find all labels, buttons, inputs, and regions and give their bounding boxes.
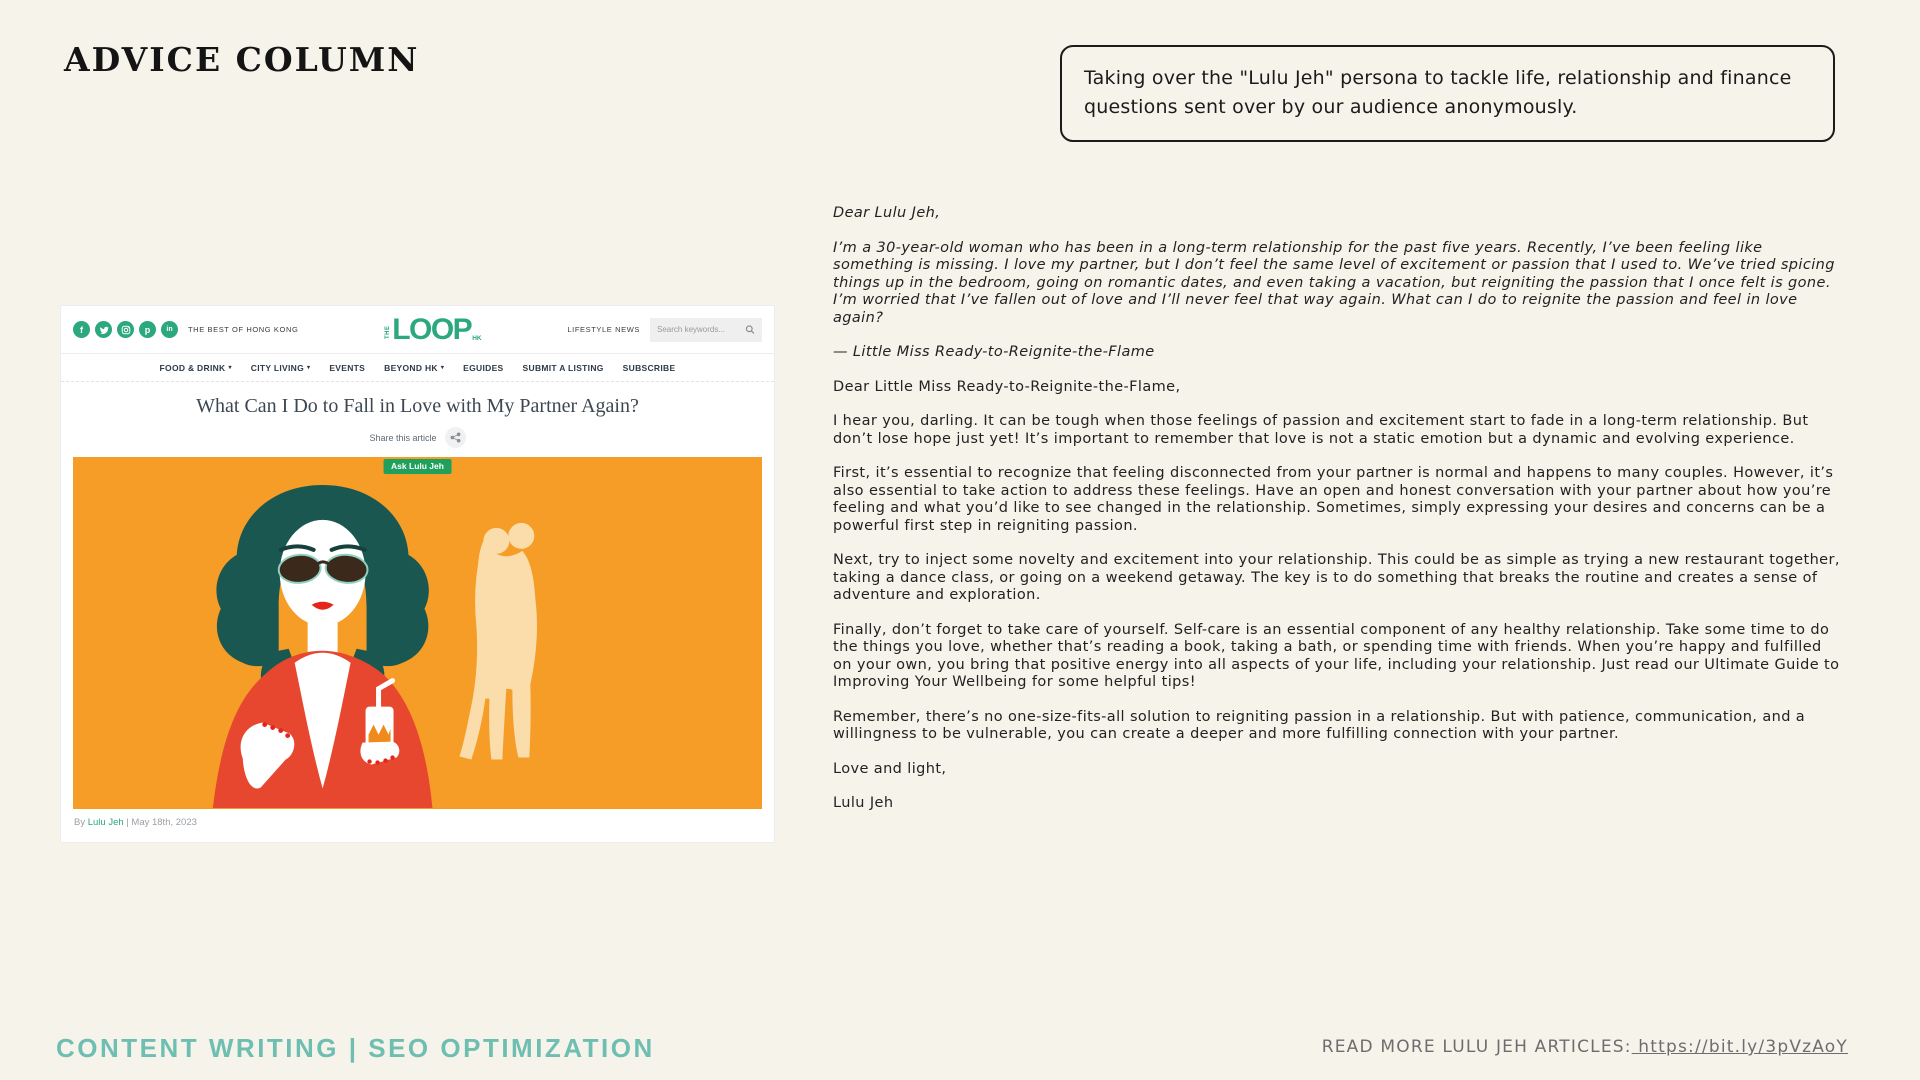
pinterest-icon[interactable]: p: [139, 321, 156, 338]
ask-lulu-jeh-badge[interactable]: Ask Lulu Jeh: [383, 459, 452, 474]
instagram-icon[interactable]: [117, 321, 134, 338]
description-callout: [1060, 45, 1835, 142]
reply-paragraph: I hear you, darling. It can be tough when those feelings of passion and excitement start to fade in a long-term relationship. But don’t lose hope just yet! It’s important to remember that love is not a static emotion but a dynamic and evolving experience.: [833, 413, 1809, 447]
page-title: ADVICE COLUMN: [64, 40, 420, 79]
facebook-icon[interactable]: f: [73, 321, 90, 338]
chevron-down-icon: ▾: [307, 364, 311, 371]
search-input[interactable]: [657, 325, 739, 334]
reply-paragraph: Remember, there’s no one-size-fits-all solution to reigniting passion in a relationship. But with patience, communication, and a willingness to be vulnerable, you can create a deeper and more fulfilling connection with your partner.: [833, 708, 1806, 742]
byline-date: | May 18th, 2023: [123, 817, 197, 828]
nav-submit-a-listing[interactable]: SUBMIT A LISTING: [522, 362, 604, 373]
chevron-down-icon: ▾: [440, 364, 445, 371]
section-label: LIFESTYLE NEWS: [567, 325, 640, 334]
site-nav: [61, 354, 774, 382]
nav-eguides[interactable]: EGUIDES: [463, 362, 504, 373]
search-icon[interactable]: [745, 324, 755, 335]
letter-salutation: Dear Lulu Jeh,: [833, 205, 941, 221]
theloophk-logo[interactable]: [384, 312, 482, 346]
share-row: [61, 427, 774, 448]
nav-beyond-hk[interactable]: BEYOND HK ▾: [384, 362, 445, 373]
read-more-label: READ MORE LULU JEH ARTICLES:: [1321, 1037, 1632, 1057]
share-icon: [450, 432, 461, 443]
logo-the: THE: [385, 325, 392, 339]
reply-paragraph: Dear Little Miss Ready-to-Reignite-the-Flame,: [833, 378, 1181, 395]
illustration-woman-and-couple: [73, 457, 762, 808]
nav-city-living[interactable]: CITY LIVING ▾: [250, 362, 311, 373]
reply-signature: Lulu Jeh: [833, 795, 894, 811]
site-header: [61, 306, 774, 354]
search-box[interactable]: [650, 318, 762, 342]
site-tagline: THE BEST OF HONG KONG: [188, 325, 299, 334]
reply-paragraph: Finally, don’t forget to take care of yourself. Self-care is an essential component of any healthy relationship. Take some time to do the things you love, whether that’s reading a book, taking a bath, or spending time with friends. When you’re happy and fulfilled on your own, you bring that positive energy into all aspects of your life, including your relationship. Just read our Ultimate Guide to Improving Your Wellbeing for some helpful tips!: [833, 621, 1840, 690]
nav-food-drink[interactable]: FOOD & DRINK ▾: [159, 362, 232, 373]
logo-hk: HK: [472, 334, 482, 342]
twitter-icon[interactable]: [95, 321, 112, 338]
reply-paragraph: Next, try to inject some novelty and excitement into your relationship. This could be as simple as trying a new restaurant together, taking a dance class, or going on a weekend getaway. The key is to do something that breaks the routine and creates a sense of adventure and exploration.: [833, 552, 1840, 603]
chevron-down-icon: ▾: [228, 364, 232, 371]
letter-signoff: — Little Miss Ready-to-Reignite-the-Flame: [833, 344, 1155, 360]
reply-closing: Love and light,: [833, 760, 947, 777]
social-icons: [73, 321, 178, 338]
letter-question: I’m a 30-year-old woman who has been in a long-term relationship for the past five years. Recently, I’ve been feeling like something is missing. I love my partner, but I don’t feel the same level of excitement or passion that I used to. We’ve tried spicing things up in the bedroom, going on romantic dates, and even taking a vacation, but reigniting the passion that I once felt is gone. I’m worried that I’ve fallen out of love and I’ll never feel that way again. What can I do to reignite the passion and feel in love again?: [833, 239, 1835, 326]
logo-main: LOOP: [392, 312, 472, 346]
linkedin-icon[interactable]: in: [161, 321, 178, 338]
site-logo-wrap: [298, 312, 567, 346]
footer-services-label: CONTENT WRITING | SEO OPTIMIZATION: [56, 1033, 655, 1063]
nav-events[interactable]: EVENTS: [329, 362, 366, 373]
letter-column: [833, 205, 1845, 813]
read-more-link[interactable]: https://bit.ly/3pVzAoY: [1631, 1037, 1848, 1057]
byline-author-link[interactable]: Lulu Jeh: [87, 817, 124, 828]
share-label: Share this article: [369, 432, 437, 443]
woman-illustration: [213, 485, 433, 809]
footer-read-more: [1322, 1037, 1848, 1057]
nav-subscribe[interactable]: SUBSCRIBE: [622, 362, 676, 373]
share-button[interactable]: [445, 427, 466, 448]
article-hero-image: [73, 457, 762, 809]
reply-paragraph: First, it’s essential to recognize that feeling disconnected from your partner is normal and happens to many couples. However, it’s also essential to take action to address these feelings. Have an open and honest conversation with your partner about how you’re feeling and what you’d like to see changed in the relationship. Sometimes, simply expressing your desires and concerns can be a powerful first step in reigniting passion.: [833, 465, 1834, 534]
article-byline: [61, 809, 774, 836]
article-title: What Can I Do to Fall in Love with My Partner Again?: [196, 395, 639, 417]
description-text: Taking over the "Lulu Jeh" persona to tackle life, relationship and finance questions sent over by our audience anonymously.: [1084, 67, 1792, 118]
byline-by: By: [74, 817, 88, 828]
website-screenshot-card: [60, 305, 775, 843]
